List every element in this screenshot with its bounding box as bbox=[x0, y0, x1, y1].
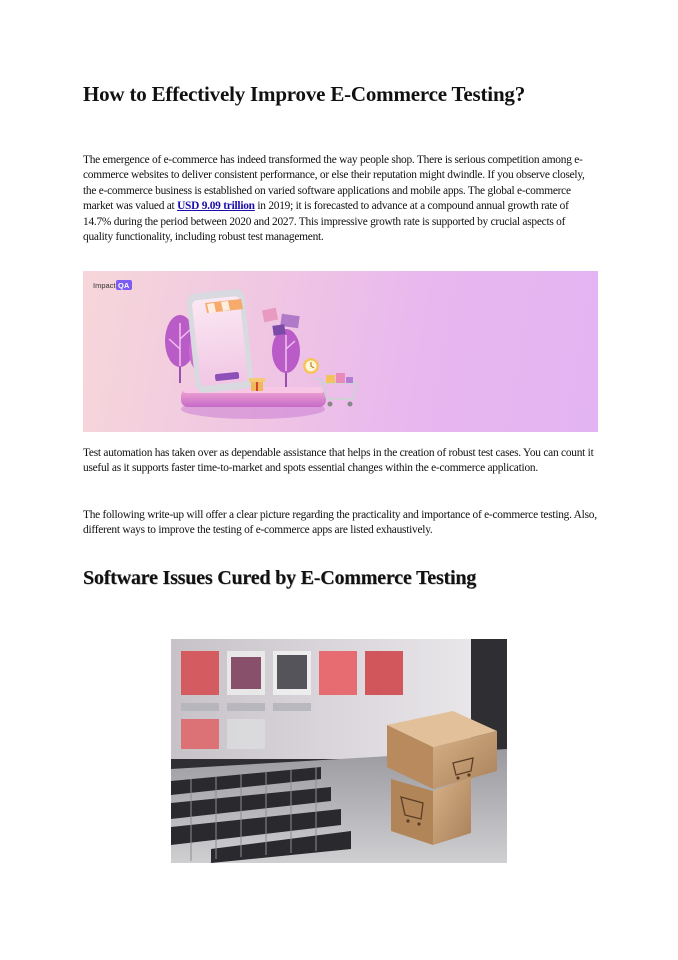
svg-text:QA: QA bbox=[118, 281, 130, 290]
laptop-shopping-photo bbox=[171, 639, 507, 863]
box-icon bbox=[262, 308, 278, 323]
intro-text-end: in 2019; it is forecasted to advance at a compound annual growth rate of 14.7% during the period between 2020 and 2027. This impressive growth rate is supported by crucial aspects of quality functionality, including robust test management. bbox=[83, 200, 569, 244]
gift-icon bbox=[249, 378, 265, 391]
impactqa-logo bbox=[93, 280, 132, 290]
smartphone-icon bbox=[186, 288, 254, 394]
section-heading: Software Issues Cured by E-Commerce Testing bbox=[83, 567, 477, 589]
intro-paragraph bbox=[83, 153, 597, 245]
overview-paragraph: The following write-up will offer a clear picture regarding the practicality and importance of e-commerce testing. Also, different ways to improve the testing of e-commerce apps are listed exhaustively. bbox=[83, 509, 597, 537]
market-value-link[interactable]: USD 9.09 trillion bbox=[177, 200, 255, 213]
ecommerce-banner-image bbox=[83, 271, 598, 432]
clock-icon bbox=[303, 358, 319, 374]
shopping-illustration bbox=[83, 271, 598, 432]
page-title: How to Effectively Improve E-Commerce Testing? bbox=[83, 82, 526, 106]
automation-paragraph: Test automation has taken over as dependable assistance that helps in the creation of robust test cases. You can count it useful as it supports faster time-to-market and spots essential changes within the e-commerce application. bbox=[83, 447, 594, 475]
svg-text:Impact: Impact bbox=[93, 281, 116, 290]
tree-icon-right bbox=[272, 329, 300, 387]
laptop-boxes-image bbox=[171, 639, 507, 863]
intro-text-start: The emergence of e-commerce has indeed transformed the way people shop. There is serious competition among e-commerce websites to deliver consistent performance, or else their reputation might dwindle. If you observe closely, the e-commerce business is established on varied software applications and mobile apps. The global e-commerce market was valued at bbox=[83, 154, 585, 213]
